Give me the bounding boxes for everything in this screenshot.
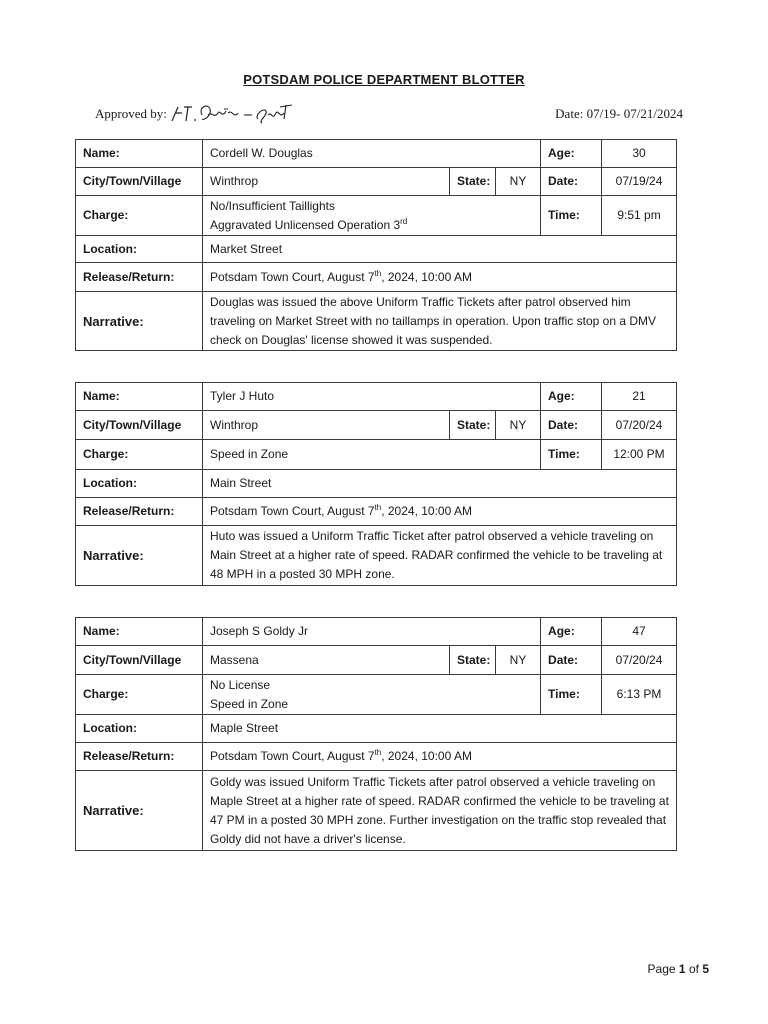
narrative-value: Huto was issued a Uniform Traffic Ticket after patrol observed a vehicle traveling on Main Street at a higher rate of speed. RADAR confirmed the vehicle to be traveling at 48 MPH in a posted 30 MPH zone.	[203, 526, 677, 586]
age-label: Age:	[541, 618, 602, 646]
city-label: City/Town/Village	[76, 411, 203, 440]
state-value: NY	[496, 411, 541, 440]
blotter-record-2	[75, 382, 677, 586]
city-value: Massena	[203, 646, 450, 675]
age-value: 21	[602, 383, 677, 411]
age-value: 47	[602, 618, 677, 646]
page-prefix: Page	[647, 962, 676, 976]
page-total: 5	[702, 962, 709, 976]
state-label: State:	[450, 411, 496, 440]
charge-item: No/Insufficient Taillights	[210, 198, 335, 213]
age-label: Age:	[541, 383, 602, 411]
charge-value	[203, 440, 541, 470]
narrative-label: Narrative:	[76, 526, 203, 586]
location-value: Market Street	[203, 236, 677, 263]
name-label: Name:	[76, 618, 203, 646]
state-value: NY	[496, 646, 541, 675]
charge-item: Aggravated Unlicensed Operation 3rd	[210, 216, 408, 232]
narrative-label: Narrative:	[76, 771, 203, 851]
narrative-value: Goldy was issued Uniform Traffic Tickets after patrol observed a vehicle traveling on Maple Street at a higher rate of speed. RADAR confirmed the vehicle to be traveling at 47 PM in a posted 30 MPH zone. Further investigation on the traffic stop revealed that Goldy did not have a driver's license.	[203, 771, 677, 851]
city-value: Winthrop	[203, 411, 450, 440]
blotter-record-3	[75, 617, 677, 851]
name-label: Name:	[76, 140, 203, 168]
age-value: 30	[602, 140, 677, 168]
time-value: 12:00 PM	[602, 440, 677, 470]
location-label: Location:	[76, 715, 203, 743]
state-value: NY	[496, 168, 541, 196]
location-value: Maple Street	[203, 715, 677, 743]
name-value: Tyler J Huto	[203, 383, 541, 411]
signature-image	[168, 99, 298, 127]
city-label: City/Town/Village	[76, 646, 203, 675]
date-label: Date:	[541, 168, 602, 196]
charge-label: Charge:	[76, 440, 203, 470]
date-value: 07/20/24	[602, 411, 677, 440]
date-label: Date:	[541, 646, 602, 675]
city-label: City/Town/Village	[76, 168, 203, 196]
page-number	[648, 962, 709, 976]
location-value: Main Street	[203, 470, 677, 498]
release-label: Release/Return:	[76, 743, 203, 771]
location-label: Location:	[76, 236, 203, 263]
date-value: 07/19/24	[602, 168, 677, 196]
narrative-value: Douglas was issued the above Uniform Traffic Tickets after patrol observed him traveling on Market Street with no taillamps in operation. Upon traffic stop on a DMV check on Douglas' license showed it was suspended.	[203, 292, 677, 351]
state-label: State:	[450, 168, 496, 196]
time-label: Time:	[541, 440, 602, 470]
date-value: 07/20/24	[602, 646, 677, 675]
charge-item: Speed in Zone	[210, 696, 289, 711]
name-label: Name:	[76, 383, 203, 411]
charge-value	[203, 196, 541, 236]
time-value: 6:13 PM	[602, 675, 677, 715]
release-value: Potsdam Town Court, August 7th, 2024, 10:00 AM	[203, 498, 677, 526]
release-value: Potsdam Town Court, August 7th, 2024, 10:00 AM	[203, 263, 677, 292]
release-label: Release/Return:	[76, 263, 203, 292]
time-label: Time:	[541, 675, 602, 715]
release-value: Potsdam Town Court, August 7th, 2024, 10:00 AM	[203, 743, 677, 771]
city-value: Winthrop	[203, 168, 450, 196]
charge-item: No License	[210, 677, 271, 692]
report-date-range: Date: 07/19- 07/21/2024	[555, 106, 683, 121]
narrative-label: Narrative:	[76, 292, 203, 351]
time-value: 9:51 pm	[602, 196, 677, 236]
time-label: Time:	[541, 196, 602, 236]
age-label: Age:	[541, 140, 602, 168]
approved-by-label: Approved by:	[95, 106, 167, 121]
charge-value	[203, 675, 541, 715]
name-value: Cordell W. Douglas	[203, 140, 541, 168]
release-label: Release/Return:	[76, 498, 203, 526]
page-title: POTSDAM POLICE DEPARTMENT BLOTTER	[243, 72, 525, 87]
state-label: State:	[450, 646, 496, 675]
charge-label: Charge:	[76, 196, 203, 236]
page-current: 1	[678, 962, 686, 976]
page-of: of	[688, 962, 699, 976]
date-label: Date:	[541, 411, 602, 440]
name-value: Joseph S Goldy Jr	[203, 618, 541, 646]
location-label: Location:	[76, 470, 203, 498]
blotter-record-1	[75, 139, 677, 351]
charge-item: Speed in Zone	[210, 447, 289, 461]
charge-label: Charge:	[76, 675, 203, 715]
